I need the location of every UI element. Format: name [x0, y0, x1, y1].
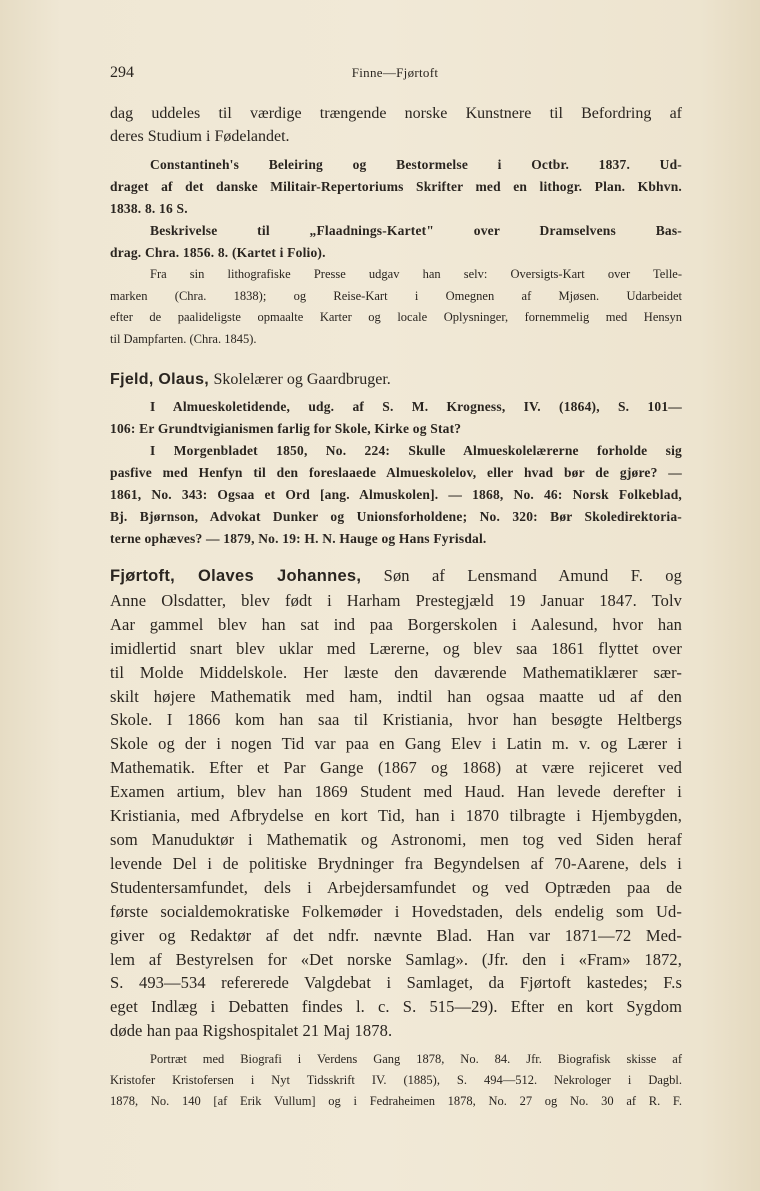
- text-line: Studentersamfundet, dels i Arbejdersamfundet og ved Optræden paa de: [110, 877, 682, 897]
- text-line: 1838. 8. 16 S.: [110, 201, 188, 216]
- text-line: døde han paa Rigshospitalet 21 Maj 1878.: [110, 1021, 393, 1041]
- text-line: giver og Redaktør af det ndfr. nævnte Blad. Han var 1871—72 Med-: [110, 925, 682, 945]
- text-line: eget Indlæg i Debatten findes l. c. S. 515—29). Efter en kort Sygdom: [110, 997, 682, 1017]
- entry-fjortoft-references: [110, 1049, 682, 1112]
- text-line: Kristiania, med Afbrydelse en kort Tid, han i 1870 tilbragte i Hjembygden,: [110, 806, 682, 826]
- entry-occupation: Skolelærer og Gaardbruger.: [213, 371, 391, 388]
- text-line: Beskrivelse til „Flaadnings-Kartet" over Dramselvens Bas-: [150, 223, 682, 238]
- entry-fjortoft: [110, 564, 682, 1043]
- text-line: I Morgenbladet 1850, No. 224: Skulle Almueskolelærerne forholde sig: [150, 443, 682, 458]
- text-line: til Dampfarten. (Chra. 1845).: [110, 331, 257, 346]
- text-line: imidlertid snart blev uklar med Lærerne, og blev saa 1861 flyttet over: [110, 638, 682, 658]
- text-line: Skole. I 1866 kom han saa til Kristiania, hvor han besøgte Heltbergs: [110, 710, 682, 730]
- text-line: Mathematik. Efter et Par Gange (1867 og 1868) at være rejiceret ved: [110, 758, 682, 778]
- text-line: 1861, No. 343: Ogsaa et Ord [ang. Almuskolen]. — 1868, No. 46: Norsk Folkeblad,: [110, 487, 682, 502]
- running-head: Finne—Fjørtoft: [351, 65, 439, 80]
- text-line: Bj. Bjørnson, Advokat Dunker og Unionsforholdene; No. 320: Bør Skoledirektoria-: [110, 509, 682, 524]
- entry-name: Fjørtoft, Olaves Johannes,: [110, 567, 362, 585]
- text-line: Anne Olsdatter, blev født i Harham Prestegjæld 19 Januar 1847. Tolv: [110, 590, 682, 610]
- entry-name: Fjeld, Olaus,: [110, 371, 210, 388]
- text-line: levende Del i de politiske Brydninger fra Begyndelsen af 70-Aarene, dels i: [110, 853, 682, 873]
- text-line: Constantineh's Beleiring og Bestormelse i Octbr. 1837. Ud-: [150, 157, 682, 172]
- works-note: [110, 264, 682, 350]
- text-line: draget af det danske Militair-Repertoriums Skrifter med en lithogr. Plan. Kbhvn.: [110, 179, 682, 194]
- text-line: Kristofer Kristofersen i Nyt Tidsskrift IV. (1885), S. 494—512. Nekrologer i Dagbl.: [110, 1073, 682, 1088]
- text-line: S. 493—534 refererede Valgdebat i Samlaget, da Fjørtoft kastedes; F.s: [110, 973, 682, 993]
- entry-fjeld-works: [110, 396, 682, 550]
- text-line: pasfive med Henfyn til den foreslaaede Almueskolelov, eller hvad bør de gjøre? —: [110, 465, 682, 480]
- text-line: første socialdemokratiske Folkemøder i Hovedstaden, dels endelig som Ud-: [110, 901, 682, 921]
- text-line: [110, 564, 682, 589]
- entry-fjeld-heading: [110, 368, 682, 392]
- text-line: deres Studium i Fødelandet.: [110, 128, 290, 145]
- page-body: [110, 102, 682, 1112]
- text-line: som Manuduktør i Mathematik og Astronomi, men tog ved Siden heraf: [110, 829, 682, 849]
- text-line: lem af Bestyrelsen for «Det norske Samlag». (Jfr. den i «Fram» 1872,: [110, 949, 682, 969]
- text-line: Fra sin lithografiske Presse udgav han selv: Oversigts-Kart over Telle-: [150, 267, 682, 281]
- text-line: dag uddeles til værdige trængende norske Kunstnere til Befordring af: [110, 105, 682, 122]
- text-line: til Molde Middelskole. Her læste den daværende Mathematiklærer sær-: [110, 662, 682, 682]
- text-line: skilt højere Mathematik med ham, indtil han ogsaa maatte ud af den: [110, 686, 682, 706]
- text-line: efter de paalideligste opmaalte Karter og locale Oplysninger, fornemmelig med Hensyn: [110, 310, 682, 324]
- text-line: I Almueskoletidende, udg. af S. M. Krogness, IV. (1864), S. 101—: [150, 399, 682, 414]
- text-line: Skole og der i nogen Tid var paa en Gang Elev i Latin m. v. og Lærer i: [110, 734, 682, 754]
- text-line: Examen artium, blev han 1869 Student med Haud. Han levede derefter i: [110, 782, 682, 802]
- text-line: Aar gammel blev han sat ind paa Borgerskolen i Aalesund, hvor han: [110, 614, 682, 634]
- text-line: 106: Er Grundtvigianismen farlig for Skole, Kirke og Stat?: [110, 421, 462, 436]
- text-line: 1878, No. 140 [af Erik Vullum] og i Fedraheimen 1878, No. 27 og No. 30 af R. F.: [110, 1094, 682, 1109]
- text-line: Portræt med Biografi i Verdens Gang 1878, No. 84. Jfr. Biografisk skisse af: [150, 1052, 682, 1067]
- text-line: terne ophæves? — 1879, No. 19: H. N. Hauge og Hans Fyrisdal.: [110, 531, 487, 546]
- page-number: 294: [110, 64, 134, 81]
- works-list: [110, 154, 682, 264]
- text-line: drag. Chra. 1856. 8. (Kartet i Folio).: [110, 245, 326, 260]
- text-line: marken (Chra. 1838); og Reise-Kart i Omegnen af Mjøsen. Udarbeidet: [110, 288, 682, 303]
- text-line-part: Søn af Lensmand Amund F. og: [383, 566, 682, 585]
- intro-paragraph: [110, 102, 682, 148]
- page-header: [110, 64, 680, 84]
